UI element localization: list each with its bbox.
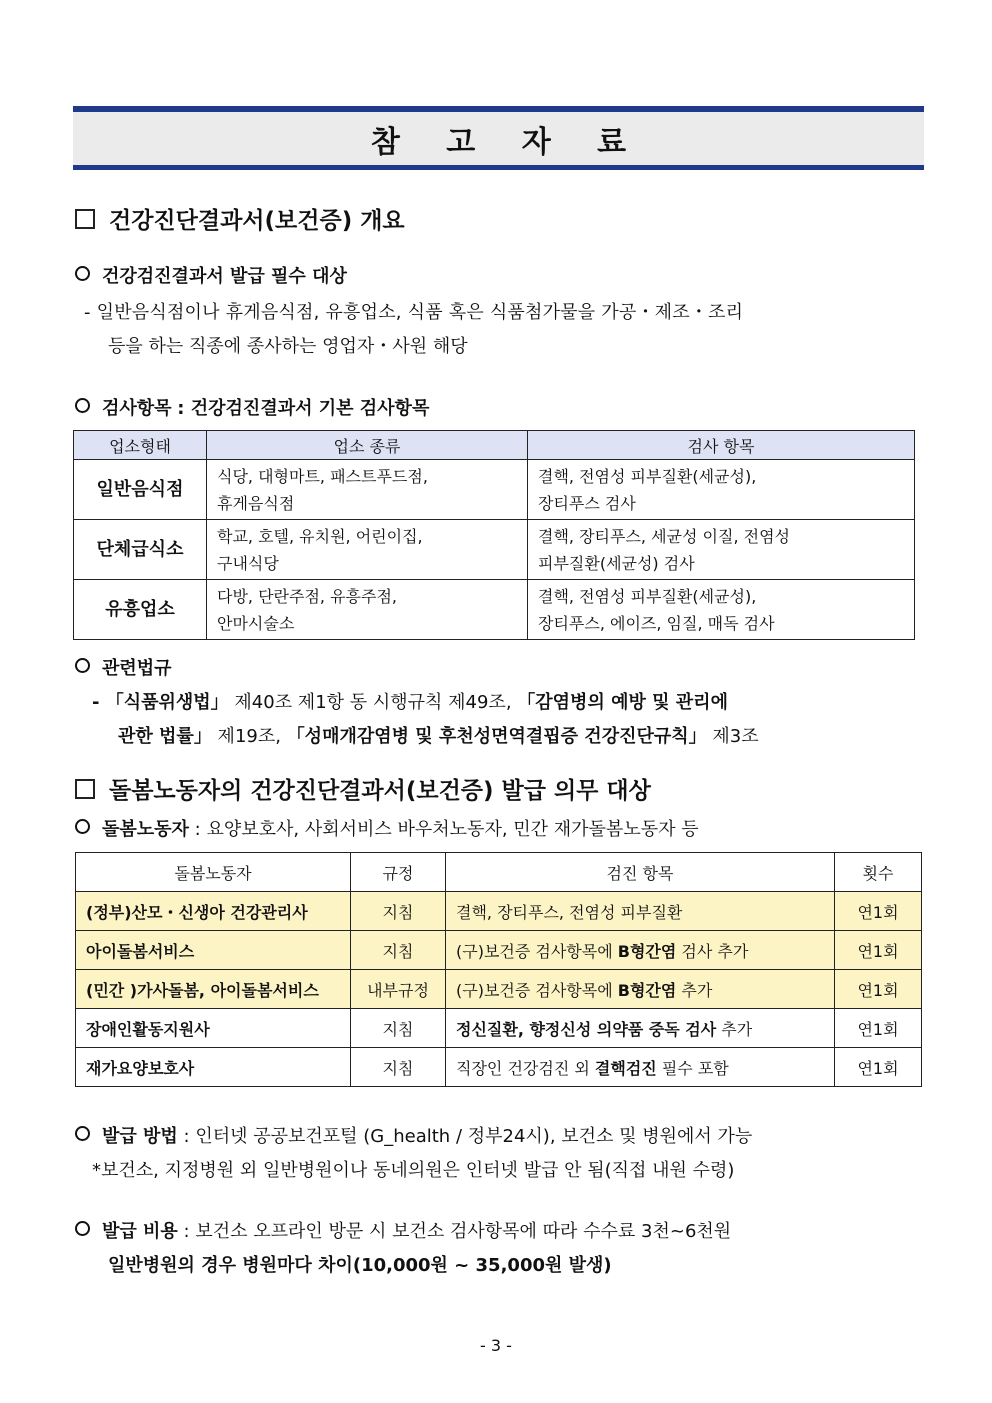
cell-worker: 재가요양보호사 bbox=[76, 1048, 351, 1087]
cell-kinds: 다방, 단란주점, 유흥주점, 안마시술소 bbox=[207, 580, 528, 640]
s1-law-line2 bbox=[118, 722, 759, 748]
circle-bullet-icon bbox=[75, 1221, 90, 1236]
cell-worker: (정부)산모・신생아 건강관리사 bbox=[76, 892, 351, 931]
cell-rule: 지침 bbox=[351, 892, 446, 931]
cell-type: 일반음식점 bbox=[74, 460, 207, 520]
col-header-count: 횟수 bbox=[835, 853, 922, 892]
table-row bbox=[76, 931, 922, 970]
col-header-type: 업소형태 bbox=[74, 431, 207, 460]
cell-tests: 결핵, 전염성 피부질환(세균성), 장티푸스, 에이즈, 임질, 매독 검사 bbox=[528, 580, 915, 640]
cell-rule: 지침 bbox=[351, 931, 446, 970]
inspection-table bbox=[73, 430, 915, 640]
cell-count: 연1회 bbox=[835, 892, 922, 931]
cell-items: 결핵, 장티푸스, 전염성 피부질환 bbox=[446, 892, 835, 931]
s1-item3-heading-text: 관련법규 bbox=[102, 658, 172, 679]
cell-count: 연1회 bbox=[835, 1009, 922, 1048]
law-article: 제40조 제1항 동 시행규칙 제49조, bbox=[228, 692, 518, 713]
law-std-rule: 「성매개감염병 및 후천성면역결핍증 건강진단규칙」 bbox=[286, 726, 707, 747]
col-header-kinds: 업소 종류 bbox=[207, 431, 528, 460]
col-header-rule: 규정 bbox=[351, 853, 446, 892]
section2-heading bbox=[75, 772, 651, 805]
title-banner bbox=[73, 106, 924, 170]
cell-type: 단체급식소 bbox=[74, 520, 207, 580]
s2-item1-label: 돌봄노동자 bbox=[102, 819, 189, 840]
s2-method bbox=[75, 1122, 752, 1148]
law-food-sanitation: - 「식품위생법」 bbox=[92, 692, 229, 713]
cell-tests: 결핵, 전염성 피부질환(세균성), 장티푸스 검사 bbox=[528, 460, 915, 520]
cell-count: 연1회 bbox=[835, 1048, 922, 1087]
method-text: : 인터넷 공공보건포털 (G_health / 정부24시), 보건소 및 병원에서 가능 bbox=[177, 1126, 753, 1147]
law-article-3: 제3조 bbox=[706, 726, 759, 747]
page-number: - 3 - bbox=[480, 1336, 512, 1355]
s2-method-note: *보건소, 지정병원 외 일반병원이나 동네의원은 인터넷 발급 안 됨(직접 내원 수령) bbox=[92, 1160, 735, 1181]
table-row bbox=[74, 460, 915, 520]
table-row bbox=[76, 1048, 922, 1087]
care-worker-table bbox=[75, 852, 922, 1087]
checkbox-square-icon bbox=[75, 209, 95, 229]
table-row bbox=[76, 1009, 922, 1048]
s1-item3-heading bbox=[75, 654, 172, 680]
section1-heading-text: 건강진단결과서(보건증) 개요 bbox=[109, 208, 405, 234]
s2-cost bbox=[75, 1217, 731, 1243]
cell-rule: 내부규정 bbox=[351, 970, 446, 1009]
col-header-tests: 검사 항목 bbox=[528, 431, 915, 460]
s2-item1 bbox=[75, 815, 699, 841]
table-row bbox=[74, 520, 915, 580]
cell-kinds: 식당, 대형마트, 패스트푸드점, 휴게음식점 bbox=[207, 460, 528, 520]
circle-bullet-icon bbox=[75, 658, 90, 673]
cell-items: (구)보건증 검사항목에 B형간염 추가 bbox=[446, 970, 835, 1009]
s1-item1-heading-text: 건강검진결과서 발급 필수 대상 bbox=[102, 266, 347, 287]
table-header-row bbox=[74, 431, 915, 460]
s1-item1-heading bbox=[75, 262, 347, 288]
cell-items: 직장인 건강검진 외 결핵검진 필수 포함 bbox=[446, 1048, 835, 1087]
s1-item2-label: 검사항목 bbox=[102, 398, 172, 419]
checkbox-square-icon bbox=[75, 779, 95, 799]
circle-bullet-icon bbox=[75, 266, 90, 281]
s1-item1-line1: - 일반음식점이나 휴게음식점, 유흥업소, 식품 혹은 식품첨가물을 가공・제조・조리 bbox=[84, 302, 744, 323]
s2-cost-line2: 일반병원의 경우 병원마다 차이(10,000원 ~ 35,000원 발생) bbox=[108, 1255, 612, 1276]
cost-label: 발급 비용 bbox=[102, 1221, 178, 1242]
s1-item2-heading bbox=[75, 394, 429, 420]
s2-item1-text: : 요양보호사, 사회서비스 바우처노동자, 민간 재가돌봄노동자 등 bbox=[188, 819, 699, 840]
law-infectious-cont: 관한 법률」 bbox=[118, 726, 212, 747]
cell-items: (구)보건증 검사항목에 B형간염 검사 추가 bbox=[446, 931, 835, 970]
table-row bbox=[76, 892, 922, 931]
s1-item2-text: : 건강검진결과서 기본 검사항목 bbox=[177, 398, 430, 419]
col-header-items: 검진 항목 bbox=[446, 853, 835, 892]
section1-heading bbox=[75, 202, 405, 235]
circle-bullet-icon bbox=[75, 398, 90, 413]
cell-worker: 아이돌봄서비스 bbox=[76, 931, 351, 970]
cell-worker: (민간 )가사돌봄, 아이돌봄서비스 bbox=[76, 970, 351, 1009]
col-header-worker: 돌봄노동자 bbox=[76, 853, 351, 892]
cell-tests: 결핵, 장티푸스, 세균성 이질, 전염성 피부질환(세균성) 검사 bbox=[528, 520, 915, 580]
table-row bbox=[76, 970, 922, 1009]
cell-kinds: 학교, 호텔, 유치원, 어린이집, 구내식당 bbox=[207, 520, 528, 580]
cell-rule: 지침 bbox=[351, 1009, 446, 1048]
circle-bullet-icon bbox=[75, 819, 90, 834]
table-header-row bbox=[76, 853, 922, 892]
cell-count: 연1회 bbox=[835, 931, 922, 970]
section2-heading-text: 돌봄노동자의 건강진단결과서(보건증) 발급 의무 대상 bbox=[109, 778, 651, 804]
s1-law-line1 bbox=[92, 688, 728, 714]
cell-items: 정신질환, 향정신성 의약품 중독 검사 추가 bbox=[446, 1009, 835, 1048]
s1-item1-line2: 등을 하는 직종에 종사하는 영업자・사원 해당 bbox=[108, 336, 468, 357]
law-infectious: 「감염병의 예방 및 관리에 bbox=[517, 692, 728, 713]
cell-count: 연1회 bbox=[835, 970, 922, 1009]
law-article-19: 제19조, bbox=[211, 726, 287, 747]
circle-bullet-icon bbox=[75, 1126, 90, 1141]
table-row bbox=[74, 580, 915, 640]
page-title: 참 고 자 료 bbox=[370, 124, 645, 160]
cell-type: 유흥업소 bbox=[74, 580, 207, 640]
cell-worker: 장애인활동지원사 bbox=[76, 1009, 351, 1048]
cost-text: : 보건소 오프라인 방문 시 보건소 검사항목에 따라 수수료 3천~6천원 bbox=[177, 1221, 732, 1242]
cell-rule: 지침 bbox=[351, 1048, 446, 1087]
method-label: 발급 방법 bbox=[102, 1126, 178, 1147]
